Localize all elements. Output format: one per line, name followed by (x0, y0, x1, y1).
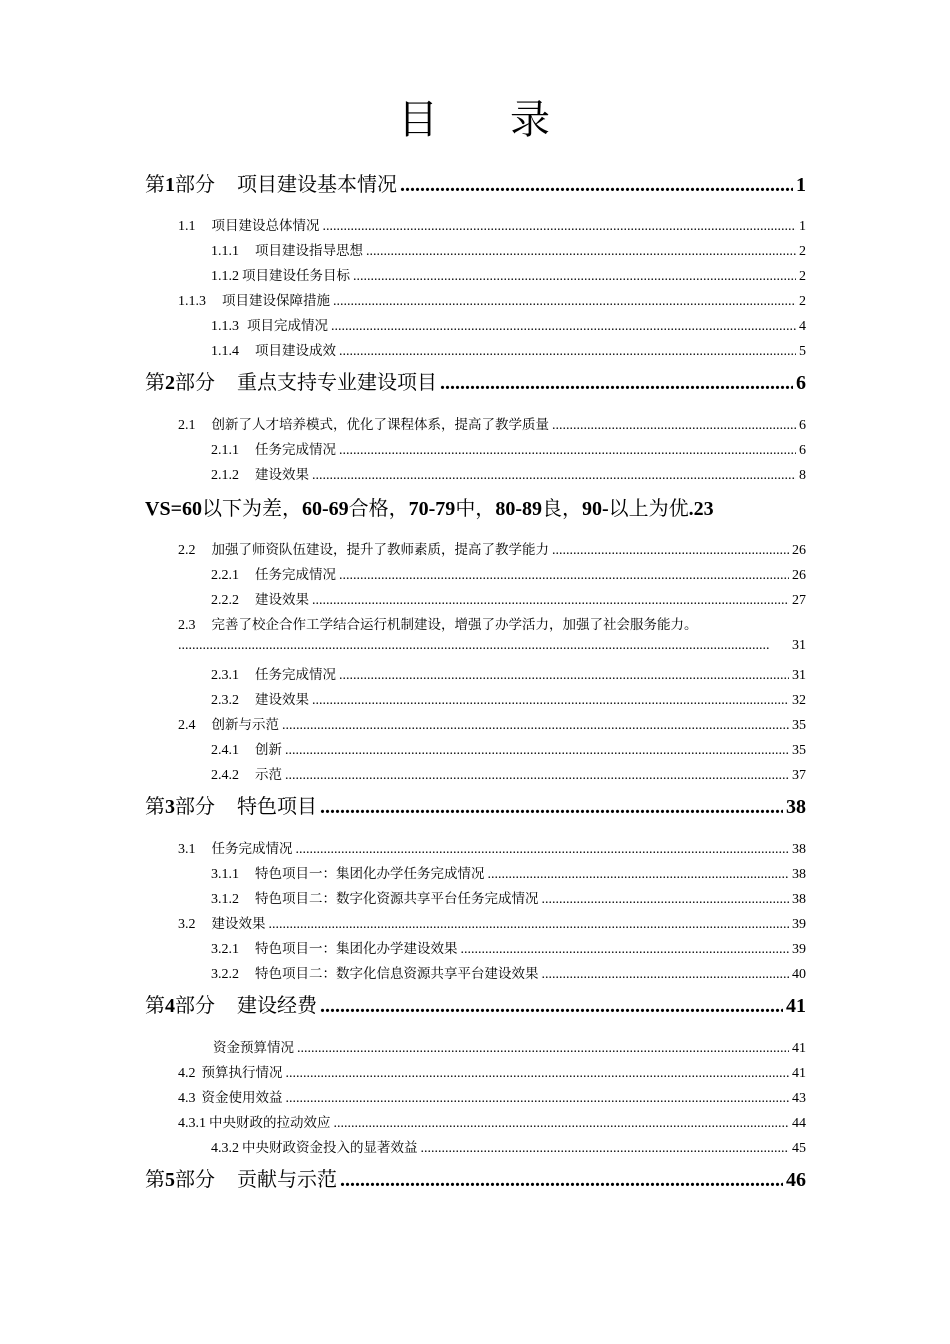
toc-part-3[interactable] (145, 790, 806, 819)
toc-page-number: 8 (799, 468, 806, 483)
toc-page-number: 2 (799, 294, 806, 309)
dot-leader (339, 443, 796, 459)
dot-leader (320, 995, 783, 1018)
toc-entry-2-4[interactable] (178, 713, 806, 734)
toc-entry-text: 项目建设指导思想 (255, 243, 363, 259)
grading-part: 中， (455, 496, 496, 520)
toc-entry-2-2-2[interactable] (211, 588, 806, 609)
dot-leader (285, 768, 789, 784)
toc-entry-text: 加强了师资队伍建设，提升了教师素质，提高了教学能力 (211, 542, 549, 558)
toc-page-number: 26 (792, 568, 806, 583)
toc-entry-text: 中央财政的拉动效应 (209, 1115, 331, 1131)
toc-page-number: 41 (792, 1041, 806, 1056)
toc-entry-number: 2.2 (178, 543, 196, 558)
toc-entry-1-1[interactable] (178, 214, 806, 235)
toc-entry-2-4-2[interactable] (211, 763, 806, 784)
part-number: 5 (165, 1169, 175, 1191)
toc-page-number: 41 (786, 995, 806, 1017)
page-title (0, 88, 950, 145)
toc-page-number: 45 (792, 1141, 806, 1156)
grading-part: .23 (688, 498, 714, 520)
dot-leader (286, 1091, 790, 1107)
toc-entry-1-1-4[interactable] (211, 339, 806, 360)
part-number: 1 (165, 174, 175, 196)
dot-leader (296, 842, 790, 858)
toc-entry-4-3-1[interactable] (178, 1111, 806, 1132)
toc-entry-number: 1.1.2 (211, 269, 239, 284)
toc-page-number: 26 (792, 543, 806, 558)
dot-leader (269, 917, 790, 933)
toc-entry-number: 2.3.2 (211, 693, 239, 708)
toc-entry-number: 3.1 (178, 842, 196, 857)
toc-entry-1-1-3-b[interactable] (211, 314, 806, 335)
toc-entry-text: 示范 (255, 767, 282, 783)
toc-entry-text: 项目建设任务目标 (242, 268, 350, 284)
dot-leader (334, 1116, 790, 1132)
toc-entry-number: 3.2.1 (211, 942, 239, 957)
toc-entry-text: 建设效果 (255, 592, 309, 608)
toc-part-2[interactable] (145, 366, 806, 395)
toc-entry-2-2[interactable] (178, 538, 806, 559)
part-suffix: 部分 (175, 1167, 215, 1191)
toc-entry-2-1-1[interactable] (211, 438, 806, 459)
toc-entry-3-2[interactable] (178, 912, 806, 933)
toc-entry-number: 1.1.3 (211, 319, 239, 334)
toc-entry-number: 3.1.1 (211, 867, 239, 882)
grading-part: 80-89 (495, 498, 542, 520)
toc-page-number: 6 (796, 372, 806, 394)
toc-entry-text: 创新与示范 (211, 717, 279, 733)
part-suffix: 部分 (175, 370, 215, 394)
part-number: 3 (165, 796, 175, 818)
toc-entry-text: 项目完成情况 (247, 318, 328, 334)
toc-entry-number: 2.1 (178, 418, 196, 433)
dot-leader (340, 1169, 783, 1192)
toc-entry-3-2-1[interactable] (211, 937, 806, 958)
toc-entry-number: 2.3 (178, 618, 196, 633)
toc-page-number: 2 (799, 269, 806, 284)
part-prefix: 第 (145, 794, 165, 818)
toc-entry-number: 1.1 (178, 219, 196, 234)
toc-entry-number: 1.1.3 (178, 294, 206, 309)
toc-entry-number: 3.2 (178, 917, 196, 932)
dot-leader (339, 344, 796, 360)
toc-entry-3-2-2[interactable] (211, 962, 806, 983)
toc-entry-text: 特色项目一：集团化办学建设效果 (255, 941, 458, 957)
dot-leader (440, 372, 793, 395)
title-char-2: 录 (510, 97, 552, 143)
toc-page-number: 44 (792, 1116, 806, 1131)
toc-entry-1-1-2[interactable] (211, 264, 806, 285)
toc-entry-2-3-1[interactable] (211, 663, 806, 684)
dot-leader (488, 867, 790, 883)
dot-leader (320, 796, 783, 819)
toc-part-1[interactable] (145, 168, 806, 197)
toc-entry-text: 重点支持专业建设项目 (237, 370, 437, 394)
toc-page-number: 43 (792, 1091, 806, 1106)
toc-entry-text: 建设效果 (255, 467, 309, 483)
toc-entry-3-1-1[interactable] (211, 862, 806, 883)
title-char-1: 目 (398, 97, 440, 143)
toc-entry-number: 2.1.2 (211, 468, 239, 483)
dot-leader (552, 418, 796, 434)
toc-entry-number: 2.4.1 (211, 743, 239, 758)
toc-entry-text: 项目建设基本情况 (237, 172, 397, 196)
toc-entry-number: 3.2.2 (211, 967, 239, 982)
grading-part: 合格， (348, 496, 409, 520)
toc-entry-2-3-2[interactable] (211, 688, 806, 709)
toc-entry-number: 3.1.2 (211, 892, 239, 907)
toc-entry-text: 建设效果 (255, 692, 309, 708)
grading-part: 以下为差， (201, 496, 302, 520)
toc-entry-number: 2.2.1 (211, 568, 239, 583)
toc-page-number: 38 (786, 796, 806, 818)
dot-leader (542, 967, 790, 983)
toc-page-number: 37 (792, 768, 806, 783)
toc-entry-number: 2.4.2 (211, 768, 239, 783)
toc-page-number: 4 (799, 319, 806, 334)
toc-entry-text: 任务完成情况 (211, 841, 293, 857)
toc-entry-text: 创新 (255, 742, 282, 758)
toc-page-number: 32 (792, 693, 806, 708)
toc-entry-text: 资金使用效益 (201, 1090, 283, 1106)
toc-entry-2-2-1[interactable] (211, 563, 806, 584)
dot-leader (552, 543, 789, 559)
toc-part-4[interactable] (145, 989, 806, 1018)
toc-entry-text: 贡献与示范 (237, 1167, 337, 1191)
toc-page-number: 38 (792, 867, 806, 882)
toc-page-number: 5 (799, 344, 806, 359)
toc-entry-3-1[interactable] (178, 837, 806, 858)
toc-entry-number: 4.3.1 (178, 1116, 206, 1131)
toc-entry-text: 创新了人才培养模式，优化了课程体系，提高了教学质量 (211, 417, 549, 433)
part-suffix: 部分 (175, 172, 215, 196)
toc-entry-text: 项目建设总体情况 (211, 218, 320, 234)
toc-entry-text: 中央财政资金投入的显著效益 (242, 1140, 418, 1156)
toc-page-number: 39 (792, 917, 806, 932)
toc-entry-text: 完善了校企合作工学结合运行机制建设，增强了办学活力，加强了社会服务能力。 (211, 617, 698, 633)
toc-entry-number: 2.4 (178, 718, 196, 733)
grading-part: 70-79 (408, 498, 456, 520)
toc-entry-number: 1.1.4 (211, 344, 239, 359)
toc-entry-text: 特色项目 (237, 794, 317, 818)
dot-leader (323, 219, 797, 235)
toc-page-number: 40 (792, 967, 806, 982)
toc-entry-number: 2.2.2 (211, 593, 239, 608)
toc-page-number: 31 (792, 638, 806, 653)
toc-page-number: 6 (799, 443, 806, 458)
dot-leader (542, 892, 790, 908)
dot-leader (331, 319, 796, 335)
dot-leader (297, 1041, 789, 1057)
part-prefix: 第 (145, 370, 165, 394)
toc-entry-text: 任务完成情况 (255, 667, 336, 683)
grading-part: 以上为优 (608, 496, 689, 520)
toc-entry-text: 特色项目二：数字化资源共享平台任务完成情况 (255, 891, 539, 907)
toc-entry-2-1-2[interactable] (211, 463, 806, 484)
toc-entry-text: 建设经费 (237, 993, 317, 1017)
dot-leader (282, 718, 789, 734)
toc-entry-2-3[interactable] (178, 613, 806, 634)
toc-entry-2-4-1[interactable] (211, 738, 806, 759)
part-prefix: 第 (145, 1167, 165, 1191)
toc-entry-text: 特色项目一：集团化办学任务完成情况 (255, 866, 485, 882)
toc-page-number: 1 (799, 219, 806, 234)
toc-entry-number: 4.3.2 (211, 1141, 239, 1156)
toc-entry-4-3-2[interactable] (211, 1136, 806, 1157)
dot-leader (400, 174, 793, 197)
grading-part: 90- (581, 498, 609, 520)
dot-leader (339, 668, 789, 684)
toc-entry-text: 项目建设成效 (255, 343, 336, 359)
toc-page-number: 46 (786, 1169, 806, 1191)
toc-entry-text: 项目建设保障措施 (222, 293, 330, 309)
dot-leader (312, 593, 789, 609)
toc-page-number: 41 (792, 1066, 806, 1081)
toc-entry-number: 2.1.1 (211, 443, 239, 458)
toc-entry-text: 任务完成情况 (255, 567, 336, 583)
part-number: 2 (165, 372, 175, 394)
toc-entry-number: 4.3 (178, 1091, 196, 1106)
toc-part-5[interactable] (145, 1163, 806, 1192)
toc-page-number: 35 (792, 718, 806, 733)
dot-leader (421, 1141, 790, 1157)
part-number: 4 (165, 995, 175, 1017)
dot-leader (353, 269, 796, 285)
grading-scale-heading[interactable] (145, 492, 806, 521)
dot-leader (366, 244, 796, 260)
toc-page-number: 39 (792, 942, 806, 957)
toc-entry-number: 1.1.1 (211, 244, 239, 259)
part-suffix: 部分 (175, 794, 215, 818)
toc-entry-2-3-leader[interactable] (178, 638, 806, 654)
toc-entry-4-3[interactable] (178, 1086, 806, 1107)
toc-entry-number: 2.3.1 (211, 668, 239, 683)
toc-page-number: 27 (792, 593, 806, 608)
toc-page-number: 38 (792, 892, 806, 907)
toc-entry-3-1-2[interactable] (211, 887, 806, 908)
toc-entry-4-1[interactable] (213, 1036, 806, 1057)
toc-entry-number: 4.2 (178, 1066, 196, 1081)
grading-part: 良， (541, 496, 582, 520)
dot-leader (312, 693, 789, 709)
dot-leader (178, 638, 769, 654)
dot-leader (285, 743, 789, 759)
toc-entry-text: 特色项目二：数字化信息资源共享平台建设效果 (255, 966, 539, 982)
toc-page-number: 1 (796, 174, 806, 196)
toc-page-number: 2 (799, 244, 806, 259)
dot-leader (286, 1066, 790, 1082)
toc-entry-text: 预算执行情况 (201, 1065, 283, 1081)
toc-entry-text: 任务完成情况 (255, 442, 336, 458)
toc-entry-1-1-1[interactable] (211, 239, 806, 260)
dot-leader (333, 294, 796, 310)
part-prefix: 第 (145, 172, 165, 196)
toc-entry-4-2[interactable] (178, 1061, 806, 1082)
toc-page-number: 6 (799, 418, 806, 433)
toc-page-number: 35 (792, 743, 806, 758)
toc-entry-2-1[interactable] (178, 413, 806, 434)
part-prefix: 第 (145, 993, 165, 1017)
grading-part: 60-69 (301, 498, 349, 520)
part-suffix: 部分 (175, 993, 215, 1017)
toc-entry-1-1-3-a[interactable] (178, 289, 806, 310)
dot-leader (339, 568, 789, 584)
toc-page-number: 38 (792, 842, 806, 857)
grading-part: VS=60 (145, 498, 202, 520)
dot-leader (461, 942, 790, 958)
toc-entry-text: 资金预算情况 (213, 1040, 294, 1056)
dot-leader (312, 468, 796, 484)
toc-page-number: 31 (792, 668, 806, 683)
toc-entry-text: 建设效果 (211, 916, 266, 932)
